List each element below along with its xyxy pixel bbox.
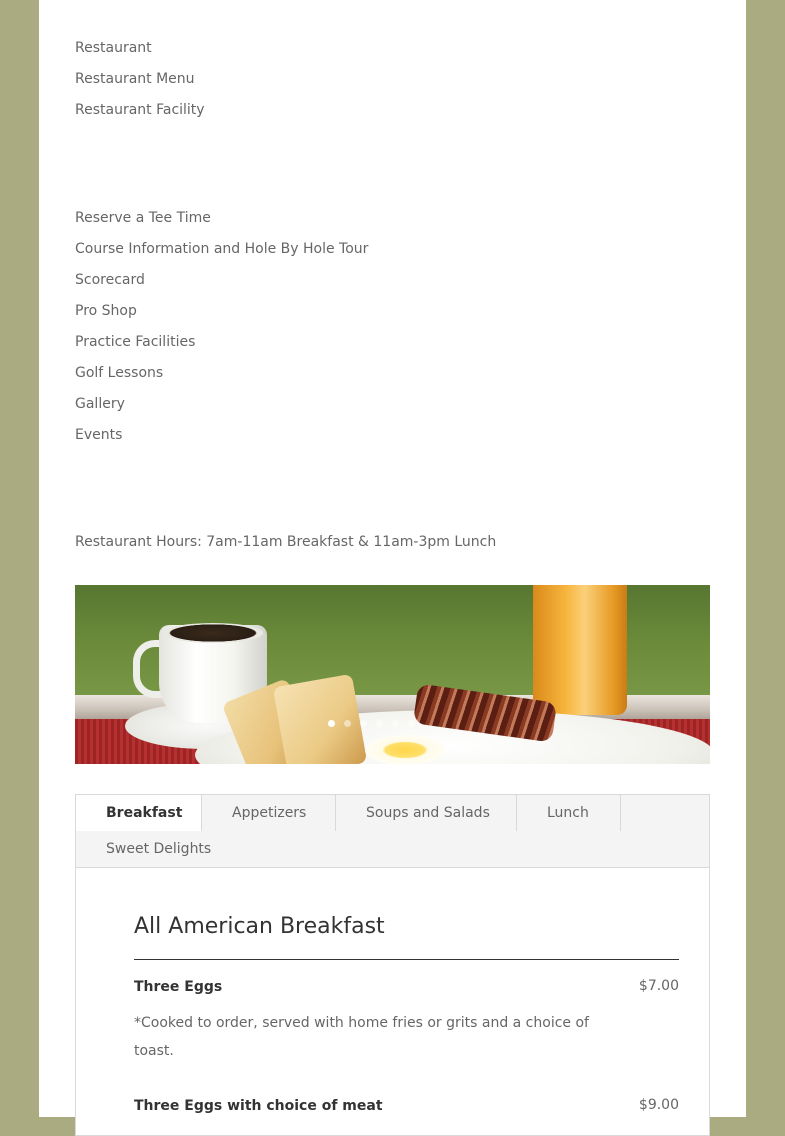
nav-link-restaurant-menu[interactable]: Restaurant Menu xyxy=(75,71,195,87)
image-slider[interactable] xyxy=(75,585,710,764)
nav-link-course-information[interactable]: Course Information and Hole By Hole Tour xyxy=(75,241,369,257)
nav-link-practice-facilities[interactable]: Practice Facilities xyxy=(75,334,196,350)
coffee-surface xyxy=(163,623,263,643)
nav-link-events[interactable]: Events xyxy=(75,427,123,443)
menu-item-description: *Cooked to order, served with home fries or grits and a choice of toast. xyxy=(134,1015,589,1059)
slider-dot-5[interactable] xyxy=(392,720,399,727)
nav-link-restaurant[interactable]: Restaurant xyxy=(75,40,152,56)
nav-link-gallery[interactable]: Gallery xyxy=(75,396,125,412)
menu-item-name: Three Eggs xyxy=(134,979,223,995)
slider-dot-3[interactable] xyxy=(360,720,367,727)
slider-dot-1[interactable] xyxy=(328,720,335,727)
restaurant-links xyxy=(75,33,205,126)
restaurant-hours-text: Restaurant Hours: 7am-11am Breakfast & 11am-3pm Lunch xyxy=(75,534,497,550)
nav-link-pro-shop[interactable]: Pro Shop xyxy=(75,303,137,319)
fried-egg xyxy=(365,735,445,764)
slider-dot-6[interactable] xyxy=(408,720,415,727)
tab-bar xyxy=(76,795,709,868)
menu-section-title: All American Breakfast xyxy=(134,914,385,939)
golf-links xyxy=(75,203,368,451)
menu-item-name: Three Eggs with choice of meat xyxy=(134,1098,383,1114)
tab-lunch[interactable]: Lunch xyxy=(517,795,621,831)
slider-dot-2[interactable] xyxy=(344,720,351,727)
tab-appetizers[interactable]: Appetizers xyxy=(202,795,336,831)
nav-link-scorecard[interactable]: Scorecard xyxy=(75,272,145,288)
menu-item-price: $9.00 xyxy=(638,1097,679,1113)
menu-item-price: $7.00 xyxy=(638,978,679,994)
nav-link-restaurant-facility[interactable]: Restaurant Facility xyxy=(75,102,205,118)
tab-soups-and-salads[interactable]: Soups and Salads xyxy=(336,795,517,831)
menu-tabs xyxy=(75,794,710,1136)
toast-slice xyxy=(273,674,367,764)
slider-dot-4[interactable] xyxy=(376,720,383,727)
nav-link-reserve-tee-time[interactable]: Reserve a Tee Time xyxy=(75,210,211,226)
slider-pagination xyxy=(328,720,415,727)
menu-divider xyxy=(134,959,679,960)
nav-link-golf-lessons[interactable]: Golf Lessons xyxy=(75,365,164,381)
tab-sweet-delights[interactable]: Sweet Delights xyxy=(106,841,212,857)
tab-breakfast[interactable]: Breakfast xyxy=(76,795,202,831)
orange-juice-glass xyxy=(533,585,627,715)
page-container xyxy=(39,0,746,1117)
